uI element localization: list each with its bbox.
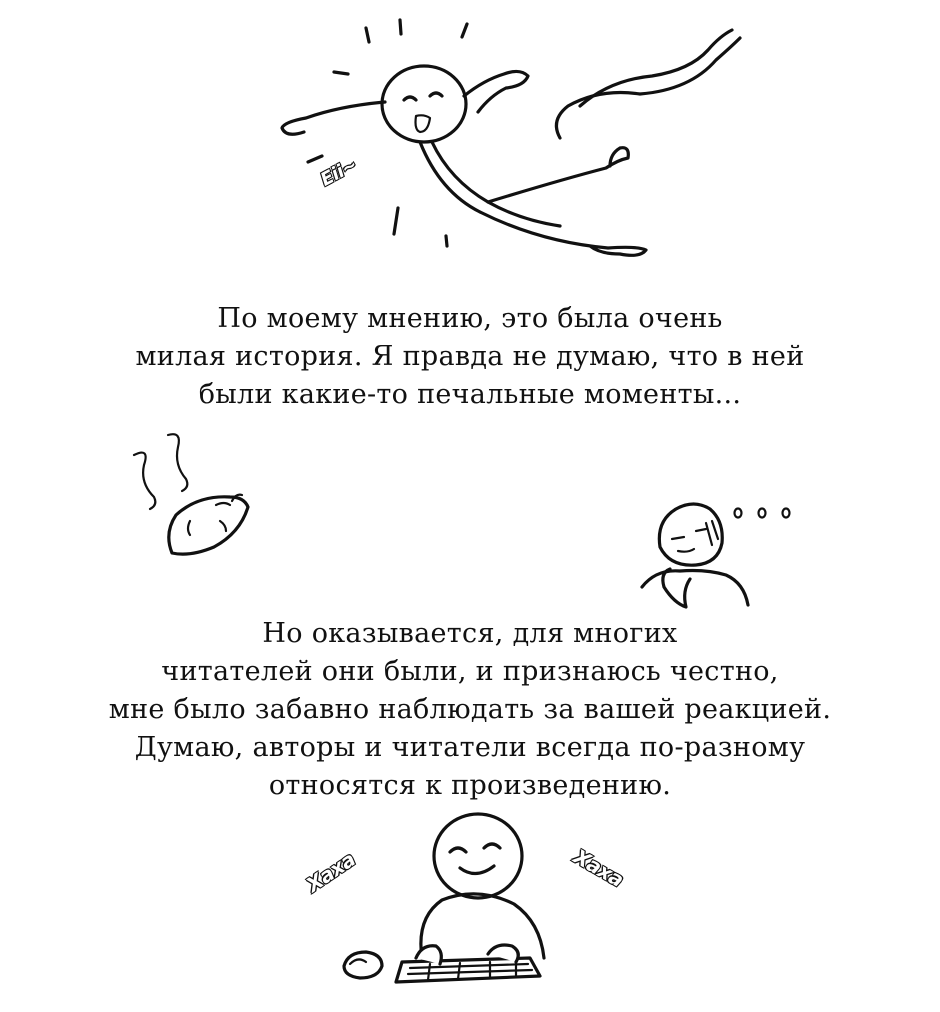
caption-line: милая история. Я правда не думаю, что в ней [135, 341, 805, 372]
caption-line: были какие-то печальные моменты... [198, 379, 742, 410]
caption-line: Но оказывается, для многих [262, 618, 678, 649]
caption-line: Думаю, авторы и читатели всегда по-разному [134, 732, 806, 763]
sfx-haha-right-text: Хаха [569, 844, 628, 892]
caption-line: относятся к произведению. [268, 770, 672, 801]
caption-line: мне было забавно наблюдать за вашей реакцией. [108, 694, 832, 725]
steaming-sweet-potato-illustration [120, 425, 260, 575]
floating-happy-figure-illustration [270, 10, 750, 270]
caption-second-paragraph [0, 615, 940, 805]
laughing-figure-at-keyboard-illustration [330, 808, 570, 998]
sfx-haha-left-text: Хаха [301, 847, 360, 897]
sfx-eii-text: Eii~ [317, 154, 361, 191]
pondering-figure-illustration [630, 495, 810, 625]
caption-line: По моему мнению, это была очень [217, 303, 723, 334]
caption-first-paragraph [0, 300, 940, 414]
caption-line: читателей они были, и признаюсь честно, [161, 656, 779, 687]
